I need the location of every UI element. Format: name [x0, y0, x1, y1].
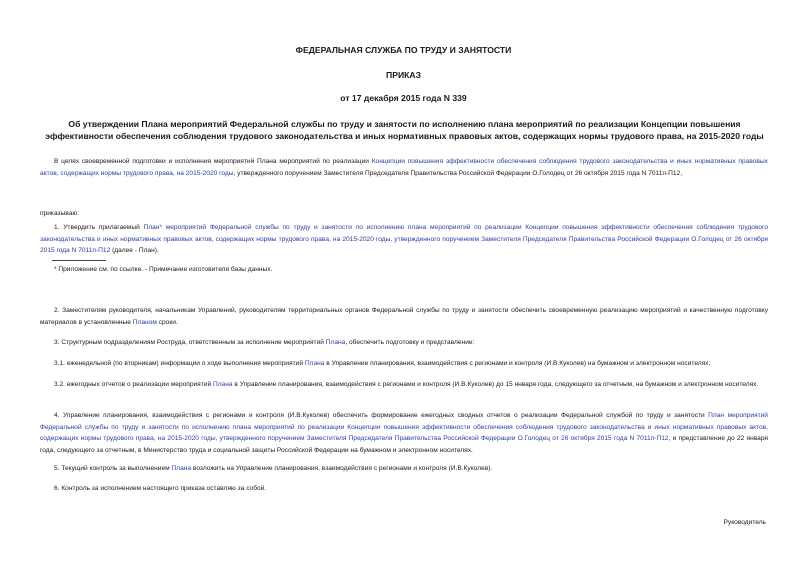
item-3-2-text-2: в Управление планирования, взаимодействия с регионами и контроля (И.В.Куколев) до 15 января года, следующего за отчетным, на бумажном и электронном носителях. — [232, 381, 759, 388]
plan-link-item-2[interactable]: Планом — [132, 318, 157, 326]
item-6-paragraph: 6. Контроль за исполнением настоящего приказа оставляю за собой. — [54, 485, 267, 492]
item-1-paragraph — [40, 222, 768, 257]
item-3-text-2: , обеспечить подготовку и представление: — [345, 339, 475, 346]
plan-link-item-3[interactable]: Плана — [325, 339, 346, 346]
preamble-text-2: , утвержденного поручением Заместителя Председателя Правительства Российской Федерации О.Голодец от 26 октября 2015 года N 7011п-П12, — [233, 169, 683, 177]
plan-link-item-3-2[interactable]: Плана — [212, 381, 233, 388]
item-3-text-1: 3. Структурным подразделениям Роструда, ответственным за исполнение мероприятий — [54, 339, 326, 346]
agency-name: ФЕДЕРАЛЬНАЯ СЛУЖБА ПО ТРУДУ И ЗАНЯТОСТИ — [295, 45, 512, 55]
document-type: ПРИКАЗ — [386, 70, 421, 80]
plan-link-item-4[interactable]: План мероприятий Федеральной службы по труду и занятости по исполнению плана мероприятий по реализации Концепции повышения эффективности обеспечения соблюдения трудового законодательства и иных нормативных правовых актов, содержащих нормы трудового права, на 2015-2020 годы, утвержденного поручением Заместителя Председателя Правительства Российской Федерации О.Голодец от 26 октября 2015 года N 7011п-П12 — [40, 412, 768, 443]
item-5-paragraph — [40, 463, 768, 475]
item-3-1-paragraph — [40, 358, 768, 370]
item-3-2-paragraph — [40, 379, 768, 391]
plan-link-item-5[interactable]: Плана — [171, 465, 192, 472]
item-2-text-2: сроки. — [156, 318, 178, 326]
item-5-text-1: 5. Текущий контроль за выполнением — [54, 465, 172, 472]
plan-link-item-1[interactable]: План* мероприятий Федеральной службы по труду и занятости по исполнению плана мероприятий по реализации Концепции повышения эффективности обеспечения соблюдения трудового законодательства и иных нормативных правовых актов, содержащих нормы трудового права, на 2015-2020 годы, утвержденного поручением Заместителя Председателя Правительства Российской Федерации О.Голодец от 26 октября 2015 года N 7011п-П12 — [40, 224, 768, 255]
item-3-paragraph — [40, 337, 768, 349]
signature-title: Руководитель — [723, 519, 766, 526]
item-3-1-text-2: в Управление планирования, взаимодействия с регионами и контроля (И.В.Куколев) на бумажном и электронном носителях; — [324, 360, 711, 367]
preamble-text-1: В целях своевременной подготовки и исполнения мероприятий Плана мероприятий по реализации — [54, 158, 372, 165]
item-5-text-2: возложить на Управление планирования, взаимодействия с регионами и контроля (И.В.Куколев). — [191, 465, 493, 472]
item-1-text-1: 1. Утвердить прилагаемый — [54, 224, 144, 231]
item-1-text-2: (далее - План). — [110, 247, 159, 255]
item-4-text-2: , и представление до 22 января года, следующего за отчетным, в Министерство труда и социальной защиты Российской Федерации на бумажном и электронном носителях. — [40, 435, 768, 454]
item-4-text-1: 4. Управление планирования, взаимодействия с регионами и контроля (И.В.Куколев) обеспечить формирование ежегодных сводных отчетов о реализации Федеральной службой по труду и занятости — [54, 412, 709, 419]
item-2-text-1: 2. Заместителям руководителя, начальникам Управлений, руководителям территориальных органов Федеральной службы по труду и занятости обеспечить своевременную реализацию мероприятий и качественную подготовку материалов в установленные — [40, 307, 768, 326]
footnote-divider — [52, 260, 106, 261]
orders-line: приказываю: — [40, 210, 80, 217]
item-3-1-text-1: 3.1. еженедельной (по вторникам) информации о ходе выполнения мероприятий — [54, 360, 305, 367]
document-title: Об утверждении Плана мероприятий Федеральной службы по труду и занятости по исполнению плана мероприятий по реализации Концепции повышения эффективности обеспечения соблюдения трудового законодательства и иных нормативных правовых актов, содержащих нормы трудового права, на 2015-2020 годы — [45, 119, 764, 141]
item-2-paragraph — [40, 305, 768, 328]
footnote: * Приложение см. по ссылке. - Примечание изготовителя базы данных. — [54, 266, 273, 273]
plan-link-item-3-1[interactable]: Плана — [304, 360, 325, 367]
document-date-number: от 17 декабря 2015 года N 339 — [340, 93, 467, 103]
preamble-paragraph — [40, 156, 768, 179]
item-4-paragraph — [40, 410, 768, 456]
concept-link[interactable]: Концепции повышения эффективности обеспечения соблюдения трудового законодательства и иных нормативных правовых актов, содержащих нормы трудового права, на 2015-2020 годы — [40, 158, 768, 177]
item-3-2-text-1: 3.2. ежегодных отчетов о реализации мероприятий — [54, 381, 213, 388]
